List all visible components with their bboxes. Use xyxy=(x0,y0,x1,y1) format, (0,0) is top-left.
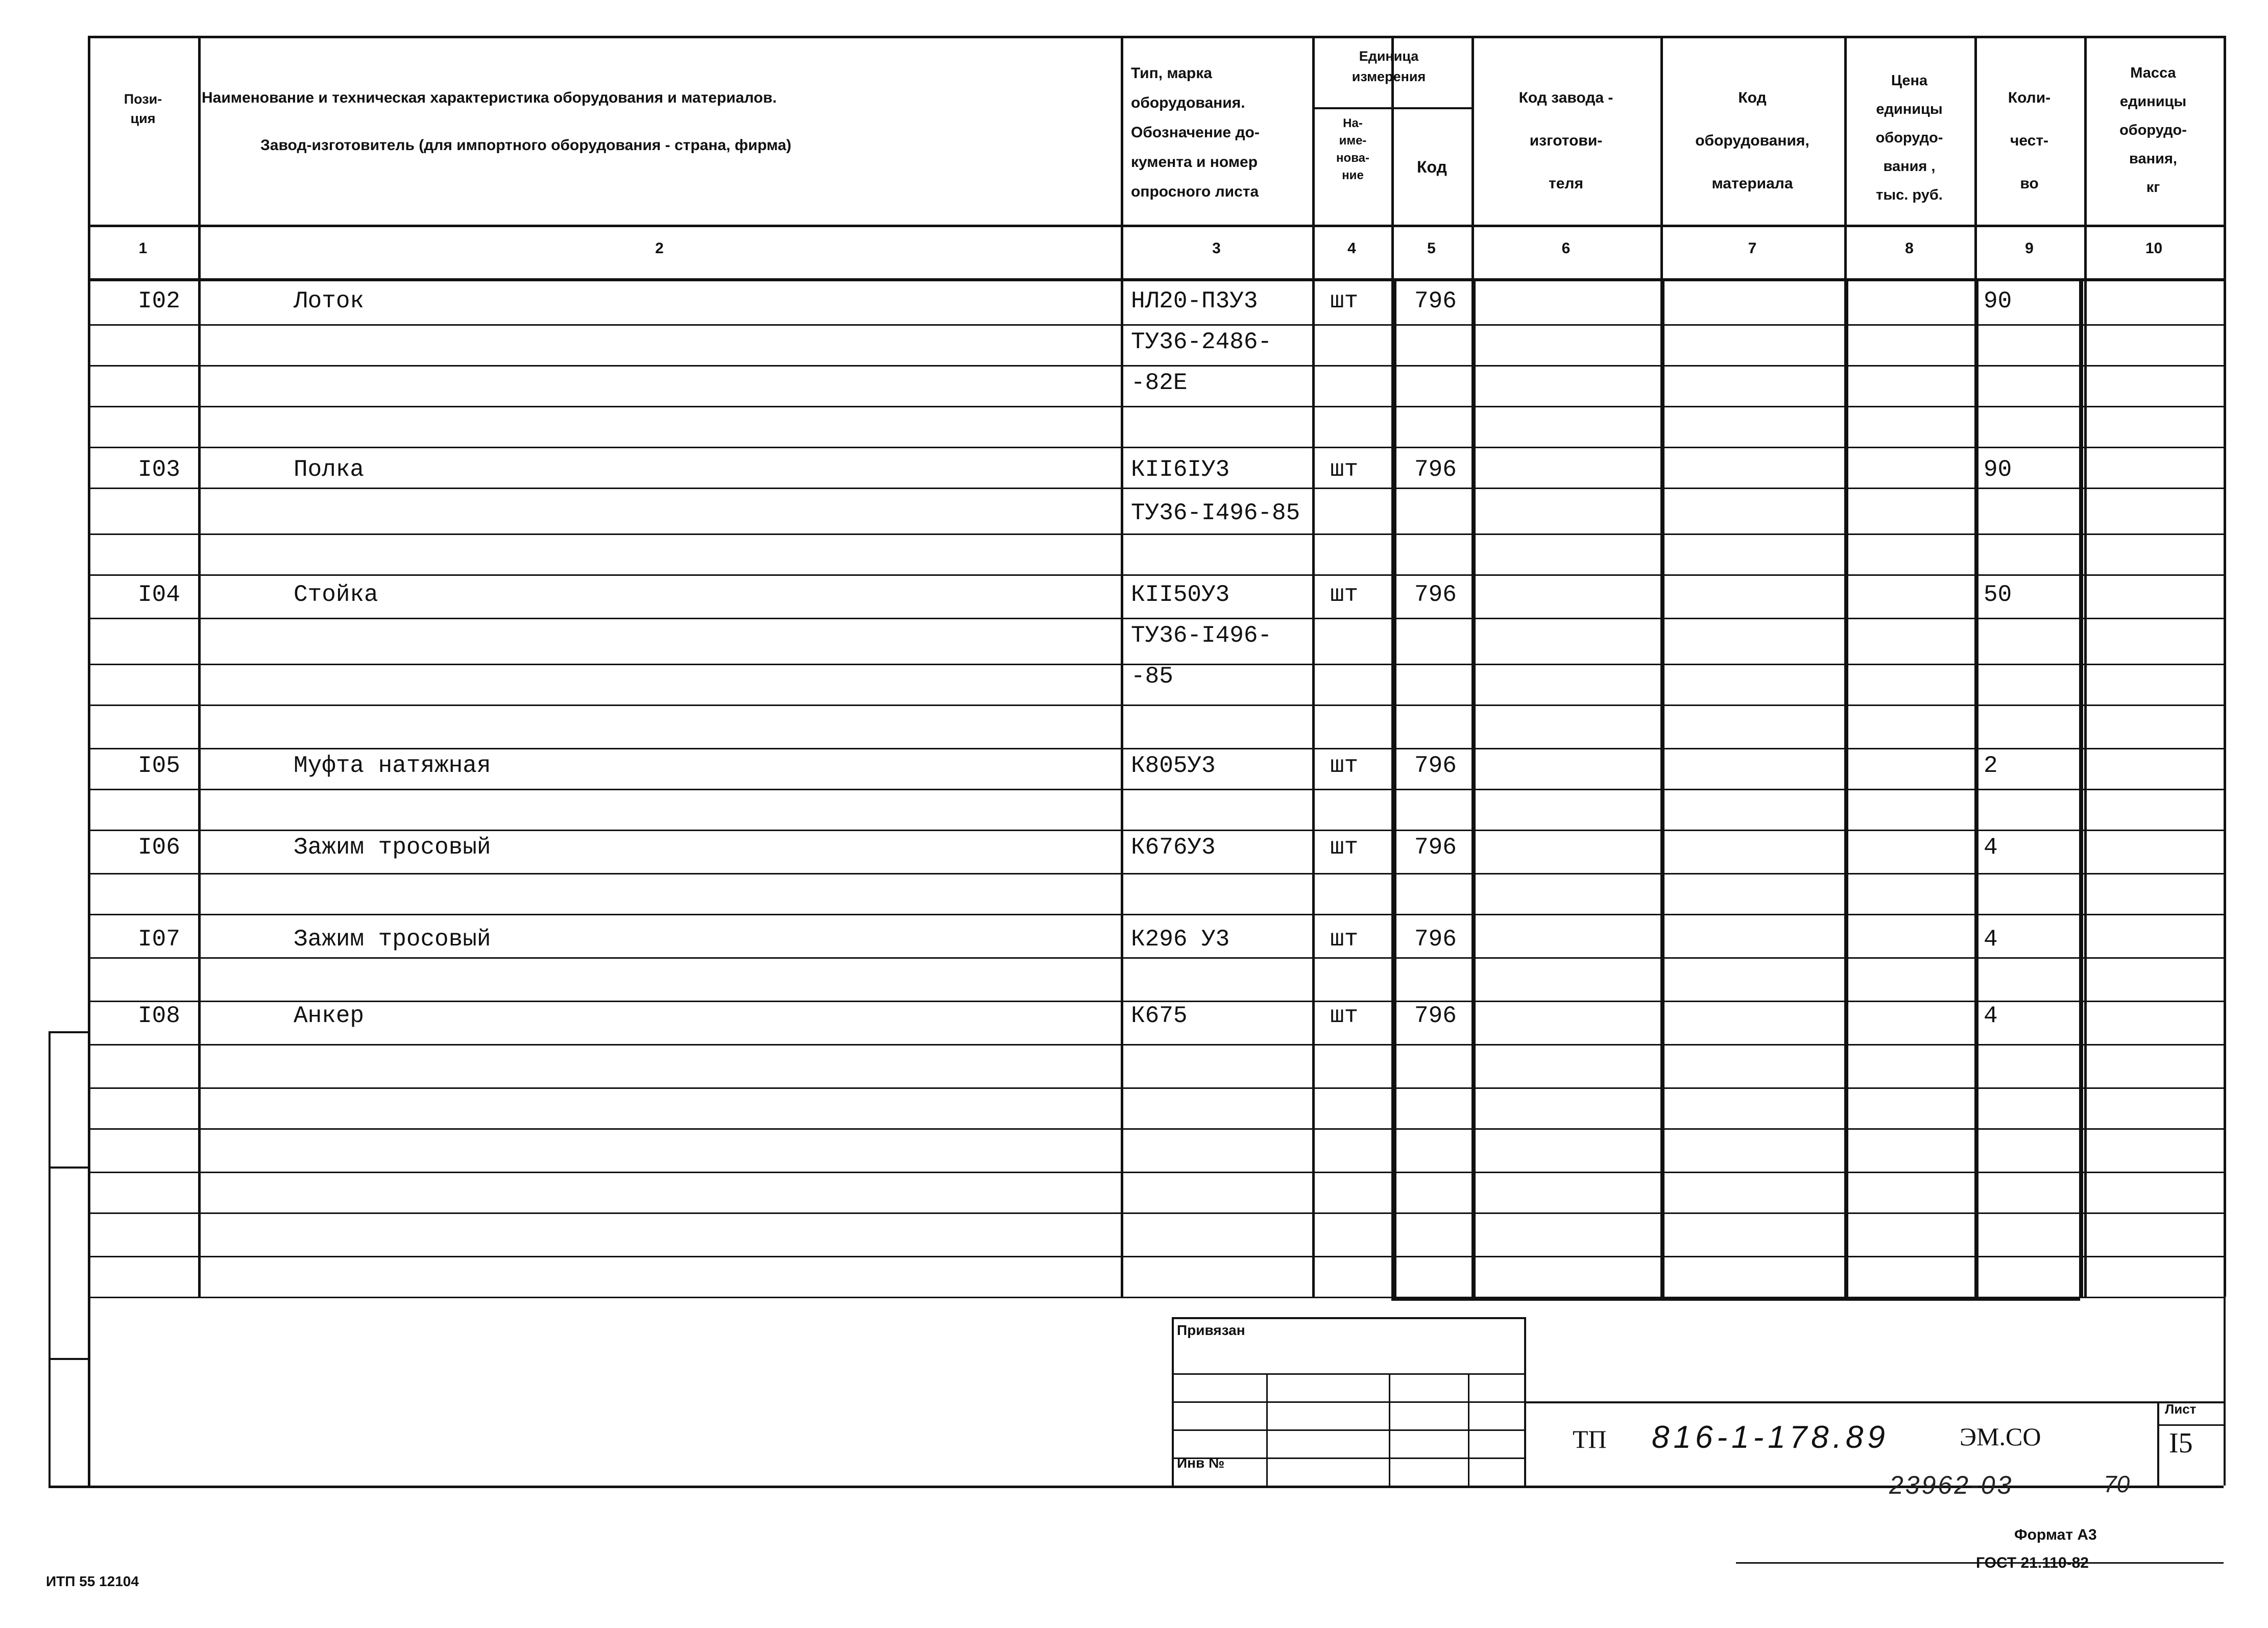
header-type: Тип, марка оборудования. Обозначение до- кумента и номер опросного листа xyxy=(1131,65,1260,200)
quantity-cell: 50 xyxy=(1984,581,2012,608)
v-rule xyxy=(1389,1373,1390,1486)
header-price: Цена единицы оборудо- вания , тыс. руб. xyxy=(1875,72,1943,203)
type-cell: ТУ36-I496- xyxy=(1131,622,1272,649)
h-rule xyxy=(88,873,2224,874)
h-rule xyxy=(88,789,2224,790)
v-rule xyxy=(1660,278,1664,1297)
quantity-cell: 90 xyxy=(1984,456,2012,483)
h-rule xyxy=(1172,1373,1524,1375)
type-cell: К296 У3 xyxy=(1131,926,1230,953)
name-cell: Полка xyxy=(294,456,365,483)
v-rule xyxy=(49,1031,51,1486)
name-cell: Зажим тросовый xyxy=(294,834,491,861)
unit-code-cell: 796 xyxy=(1414,752,1457,779)
column-number: 7 xyxy=(1748,240,1757,257)
h-rule xyxy=(88,618,2224,619)
v-rule xyxy=(1471,278,1476,1297)
type-cell: ТУ36-2486- xyxy=(1131,329,1272,355)
v-rule xyxy=(1844,278,1848,1297)
header-name-line2: Завод-изготовитель (для импортного оборудования - страна, фирма) xyxy=(260,137,791,154)
position-cell: I04 xyxy=(138,581,180,608)
header-equipment-code: Код оборудования, материала xyxy=(1695,89,1809,192)
h-rule xyxy=(1172,1401,1524,1403)
header-mass: Масса единицы оборудо- вания, кг xyxy=(2119,65,2187,196)
type-cell: К676У3 xyxy=(1131,834,1216,861)
unit-code-cell: 796 xyxy=(1414,456,1457,483)
h-rule xyxy=(88,1172,2224,1173)
position-cell: I06 xyxy=(138,834,180,861)
stamp-privyazan: Привязан xyxy=(1177,1322,1245,1338)
h-rule xyxy=(49,1358,88,1360)
column-number: 6 xyxy=(1561,240,1571,257)
name-cell: Стойка xyxy=(294,581,378,608)
v-rule xyxy=(1266,1373,1268,1486)
v-rule xyxy=(1312,36,1315,1297)
header-name-line1: Наименование и техническая характеристика оборудования и материалов. xyxy=(202,89,777,106)
h-rule xyxy=(88,1128,2224,1130)
h-rule xyxy=(88,365,2224,367)
format-label: Формат А3 xyxy=(2014,1526,2097,1543)
h-rule xyxy=(88,1087,2224,1089)
position-cell: I05 xyxy=(138,752,180,779)
column-number: 4 xyxy=(1347,240,1356,257)
unit-cell: шт xyxy=(1330,834,1359,861)
h-rule xyxy=(88,533,2224,535)
unit-cell: шт xyxy=(1330,1003,1359,1029)
h-rule xyxy=(1172,1429,1524,1431)
h-rule xyxy=(88,406,2224,407)
unit-code-cell: 796 xyxy=(1414,288,1457,314)
h-rule xyxy=(88,1256,2224,1257)
column-number: 9 xyxy=(2025,240,2034,257)
h-rule xyxy=(88,278,2224,281)
h-rule xyxy=(88,704,2224,706)
sheet-number: I5 xyxy=(2169,1427,2193,1459)
column-number: 2 xyxy=(655,240,664,257)
header-factory-code: Код завода - изготови- теля xyxy=(1518,89,1613,192)
h-rule xyxy=(1172,1457,1524,1459)
h-rule xyxy=(88,447,2224,448)
column-number: 10 xyxy=(2145,240,2163,257)
quantity-cell: 4 xyxy=(1984,926,1998,953)
h-rule xyxy=(88,914,2224,915)
h-rule xyxy=(49,1031,88,1033)
header-unit-name: На- име- нова- ние xyxy=(1336,116,1369,182)
unit-code-cell: 796 xyxy=(1414,581,1457,608)
type-cell: ТУ36-I496-85 xyxy=(1131,500,1300,526)
type-cell: К805У3 xyxy=(1131,752,1216,779)
h-rule xyxy=(88,748,2224,749)
handwritten-page: 70 xyxy=(2104,1471,2130,1497)
type-cell: НЛ20-П3У3 xyxy=(1131,288,1258,314)
position-cell: I03 xyxy=(138,456,180,483)
h-rule xyxy=(1524,1401,2224,1403)
name-cell: Анкер xyxy=(294,1003,365,1029)
type-cell: КII6IУ3 xyxy=(1131,456,1230,483)
v-rule xyxy=(88,1297,90,1486)
unit-cell: шт xyxy=(1330,752,1359,779)
unit-code-cell: 796 xyxy=(1414,926,1457,953)
h-rule xyxy=(88,324,2224,326)
v-rule xyxy=(198,36,201,1297)
header-qty: Коли- чест- во xyxy=(2008,89,2051,192)
type-cell: -85 xyxy=(1131,663,1173,690)
doc-number: 816-1-178.89 xyxy=(1652,1420,1889,1455)
gost-label: ГОСТ 21.110-82 xyxy=(1976,1554,2089,1571)
column-number: 1 xyxy=(138,240,148,257)
h-rule xyxy=(88,1044,2224,1046)
h-rule xyxy=(88,1212,2224,1214)
h-rule xyxy=(1172,1317,1524,1319)
header-unit-group: Единица измерения xyxy=(1352,48,1426,84)
unit-code-cell: 796 xyxy=(1414,834,1457,861)
position-cell: I08 xyxy=(138,1003,180,1029)
v-rule xyxy=(2224,1297,2226,1486)
h-rule xyxy=(88,830,2224,831)
unit-cell: шт xyxy=(1330,581,1359,608)
sheet-label: Лист xyxy=(2165,1401,2197,1417)
h-rule xyxy=(88,574,2224,576)
v-rule xyxy=(1468,1373,1469,1486)
name-cell: Зажим тросовый xyxy=(294,926,491,953)
unit-cell: шт xyxy=(1330,288,1359,314)
unit-cell: шт xyxy=(1330,456,1359,483)
unit-cell: шт xyxy=(1330,926,1359,953)
v-rule xyxy=(2084,36,2087,1297)
type-cell: -82Е xyxy=(1131,370,1188,396)
h-rule xyxy=(88,225,2224,227)
doc-prefix: ТП xyxy=(1573,1425,1607,1453)
left-code: ИТП 55 12104 xyxy=(46,1573,139,1589)
stamp-inv-no: Инв № xyxy=(1177,1455,1225,1471)
v-rule xyxy=(2079,278,2083,1297)
handwritten-code: 23962-03 xyxy=(1889,1471,2014,1499)
quantity-cell: 90 xyxy=(1984,288,2012,314)
v-rule xyxy=(1392,278,1396,1297)
quantity-cell: 2 xyxy=(1984,752,1998,779)
v-rule xyxy=(2224,36,2226,1297)
h-rule xyxy=(49,1167,88,1169)
h-rule xyxy=(88,957,2224,959)
column-number: 8 xyxy=(1905,240,1914,257)
quantity-cell: 4 xyxy=(1984,1003,1998,1029)
position-cell: I02 xyxy=(138,288,180,314)
type-cell: К675 xyxy=(1131,1003,1188,1029)
column-number: 5 xyxy=(1427,240,1436,257)
h-rule xyxy=(88,36,2224,38)
position-cell: I07 xyxy=(138,926,180,953)
v-rule xyxy=(2157,1401,2159,1486)
type-cell: КII50У3 xyxy=(1131,581,1230,608)
h-rule xyxy=(2157,1424,2224,1426)
header-position: Пози- ция xyxy=(124,91,162,126)
v-rule xyxy=(1974,278,1979,1297)
h-rule xyxy=(88,1297,2224,1298)
quantity-cell: 4 xyxy=(1984,834,1998,861)
name-cell: Муфта натяжная xyxy=(294,752,491,779)
v-rule xyxy=(88,36,90,1297)
name-cell: Лоток xyxy=(294,288,365,314)
unit-code-cell: 796 xyxy=(1414,1003,1457,1029)
h-rule xyxy=(88,488,2224,489)
doc-suffix: ЭМ.СО xyxy=(1960,1422,2041,1451)
column-number: 3 xyxy=(1212,240,1221,257)
v-rule xyxy=(1121,36,1123,1297)
header-unit-code: Код xyxy=(1417,158,1447,176)
